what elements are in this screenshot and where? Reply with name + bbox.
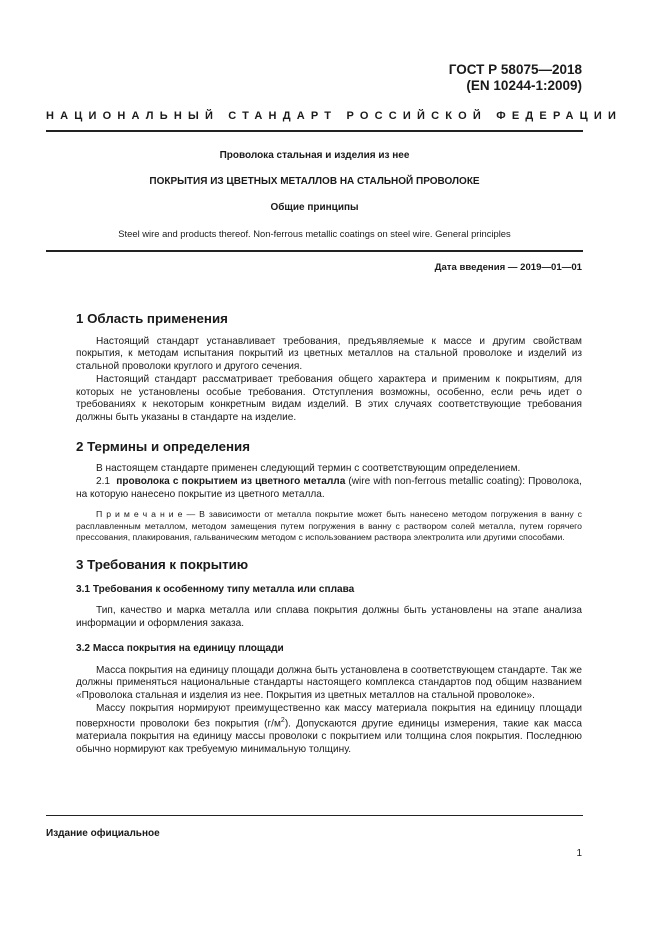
title-subtitle: Проволока стальная и изделия из нее [219, 150, 410, 161]
term-text: (wire with non-ferrous metallic coating): Проволока, на которую нанесено покрытие из цветного металла. [76, 476, 582, 500]
gost-number: ГОСТ Р 58075—2018 [448, 62, 582, 77]
section-2-paragraph: В настоящем стандарте применен следующий термин с соответствующим определением. [96, 463, 521, 475]
section-2-heading: 2 Термины и определения [76, 438, 250, 454]
title-main: ПОКРЫТИЯ ИЗ ЦВЕТНЫХ МЕТАЛЛОВ НА СТАЛЬНОЙ ПРОВОЛОКЕ [149, 176, 480, 187]
subsection-3-1-paragraph: Тип, качество и марка металла или сплава покрытия должны быть установлены на этапе анализа информации и оформления заказа. [76, 605, 582, 630]
introduction-date: Дата введения — 2019—01—01 [434, 262, 582, 273]
note-text: — В зависимости от металла покрытие может быть нанесено методом погружения в ванну с расплавленным металлом, методом замещения путем погружения в ванну с раствором солей металла, путем горячего прессования, плакирования, гальваническим методом с использованием раствора электролита или другими способами. [76, 509, 582, 542]
section-1-heading: 1 Область применения [76, 311, 228, 326]
subsection-3-1-heading: 3.1 Требования к особенному типу металла или сплава [76, 583, 355, 595]
official-edition-label: Издание официальное [46, 828, 160, 839]
title-divider [46, 250, 583, 252]
document-number-block [449, 62, 582, 94]
term-definition [76, 476, 582, 501]
term-name: проволока с покрытием из цветного металла [116, 476, 346, 488]
national-standard-banner: НАЦИОНАЛЬНЫЙ СТАНДАРТ РОССИЙСКОЙ ФЕДЕРАЦИИ [46, 110, 623, 122]
paragraph-text: Массу покрытия нормируют преимущественно как массу материала покрытия на единицу площади поверхности проволоки без покрытия (г/м [76, 702, 582, 730]
section-1-paragraph: Настоящий стандарт рассматривает требования общего характера и применим к покрытиям, для которых не установлены особые требования. Отступления возможны, особенно, если речь идет о требованиях к некоторым конкретным видам изделий. В этих случаях соответствующие требования должны быть указаны в стандарте на изделие. [76, 373, 582, 423]
section-1-paragraph: Настоящий стандарт устанавливает требования, предъявляемые к массе и другим свойствам покрытия, к методам испытания покрытий из цветных металлов на стальной проволоке и изделий из стальной проволоки круглого и другого сечения. [76, 335, 582, 373]
superscript: 2 [280, 717, 285, 725]
top-divider [46, 130, 583, 132]
page-number: 1 [576, 848, 582, 859]
subsection-3-2-paragraph [76, 703, 582, 757]
subsection-3-2-paragraph: Масса покрытия на единицу площади должна быть установлена в соответствующем стандарте. Так же должны применяться национальные стандарты настоящего комплекса стандартов под общим названием «Проволока стальная и изделия из нее. Покрытия из цветных металлов на стальной проволоке». [76, 664, 582, 701]
note-label: П р и м е ч а н и е [96, 509, 183, 520]
section-3-heading: 3 Требования к покрытию [76, 557, 249, 573]
term-number: 2.1 [96, 476, 111, 488]
subsection-3-2-heading: 3.2 Масса покрытия на единицу площади [76, 642, 284, 654]
note [76, 509, 582, 543]
footer-divider [46, 815, 583, 816]
title-english: Steel wire and products thereof. Non-ferrous metallic coatings on steel wire. General principles [118, 228, 511, 239]
document-body [76, 313, 582, 757]
en-number: (EN 10244-1:2009) [466, 78, 582, 93]
title-part: Общие принципы [270, 202, 359, 213]
paragraph-text: ). Допускаются другие единицы измерения, такие как масса материала покрытия на единицу массы проволоки с покрытием или толщина слоя покрытия. Последнюю обычно нормируют как требуемую минимальную толщину. [76, 718, 582, 756]
